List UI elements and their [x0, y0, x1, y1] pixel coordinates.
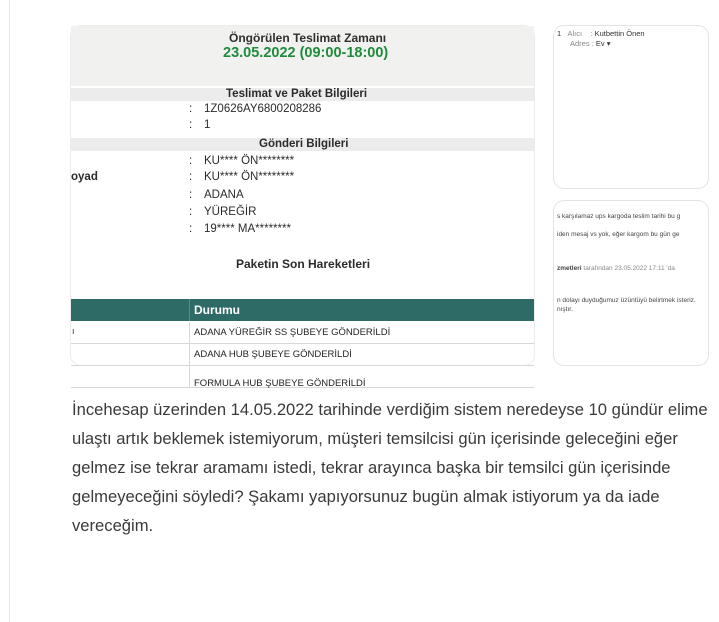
moves-table-header	[71, 299, 534, 321]
row-contact: : 19**** MA********	[189, 223, 291, 235]
message-line: s karşılamaz ups kargoda teslim tarihi bu g	[557, 213, 681, 220]
message-line: nıştır.	[557, 306, 573, 313]
address-screenshot-thumbnail[interactable]	[554, 26, 708, 188]
package-count: 1	[204, 119, 211, 131]
surname-label: oyad	[71, 171, 98, 183]
table-row	[71, 344, 534, 366]
message-line: iden mesaj vs yok, eğer kargom bu gün ge	[557, 231, 680, 238]
sender-name: KU**** ÖN********	[204, 155, 295, 167]
district: YÜREĞİR	[204, 206, 257, 218]
moves-title: Paketin Son Hareketleri	[236, 257, 371, 271]
row-tracking-number: : 1Z0626AY6800208286	[189, 103, 322, 115]
masked-contact: 19**** MA********	[204, 223, 291, 235]
move-status: ADANA HUB ŞUBEYE GÖNDERİLDİ	[194, 349, 352, 360]
address-line: Adres : Ev ▾	[570, 39, 611, 48]
section-delivery-title: Teslimat ve Paket Bilgileri	[226, 88, 368, 100]
eta-title: Öngörülen Teslimat Zamanı	[229, 31, 387, 45]
city: ADANA	[204, 189, 244, 201]
tracking-screenshot[interactable]	[71, 26, 534, 389]
message-screenshot-thumbnail[interactable]	[554, 201, 708, 365]
row-sender: : KU**** ÖN********	[189, 155, 295, 167]
section-shipment	[71, 138, 534, 151]
message-line: n dolayı duyduğumuz üzüntüyü belirtmek isteriz.	[557, 297, 696, 304]
row-district: : YÜREĞİR	[189, 206, 257, 218]
move-status: ADANA YÜREĞİR SS ŞUBEYE GÖNDERİLDİ	[194, 327, 391, 338]
table-row	[71, 366, 534, 388]
eta-value: 23.05.2022 (09:00-18:00)	[223, 45, 389, 61]
tracking-number: 1Z0626AY6800208286	[204, 103, 322, 115]
row-receiver: oyad : KU**** ÖN********	[71, 171, 295, 183]
status-column-header: Durumu	[194, 303, 240, 317]
move-status: FORMULA HUB ŞUBEYE GÖNDERİLDİ	[194, 378, 366, 389]
left-divider	[9, 0, 10, 622]
row-city: : ADANA	[189, 189, 244, 201]
table-row: ı ADANA YÜREĞİR SS ŞUBEYE GÖNDERİLDİ	[71, 322, 534, 344]
section-delivery	[71, 88, 534, 101]
receiver-name: KU**** ÖN********	[204, 171, 295, 183]
review-text: İncehesap üzerinden 14.05.2022 tarihinde verdiğim sistem neredeyse 10 gündür elime ulaştı artık beklemek istemiyorum, müşteri temsilcisi gün içerisinde geleceğini eğer gelmez ise tekrar aramamı istedi, tekrar arayınca başka bir temsilci gün içerisinde gelmeyeceğini söyledi? Şakamı yapıyorsunuz bugün almak istiyorum ya da iade vereceğim.	[72, 400, 708, 535]
row-package-count: : 1	[189, 119, 211, 131]
recipient-line: 1 Alıcı : Kutbettin Önen	[557, 29, 645, 38]
section-shipment-title: Gönderi Bilgileri	[259, 138, 349, 150]
message-line: zmetleri tarafından 23.05.2022 17:11 'da	[557, 265, 675, 272]
